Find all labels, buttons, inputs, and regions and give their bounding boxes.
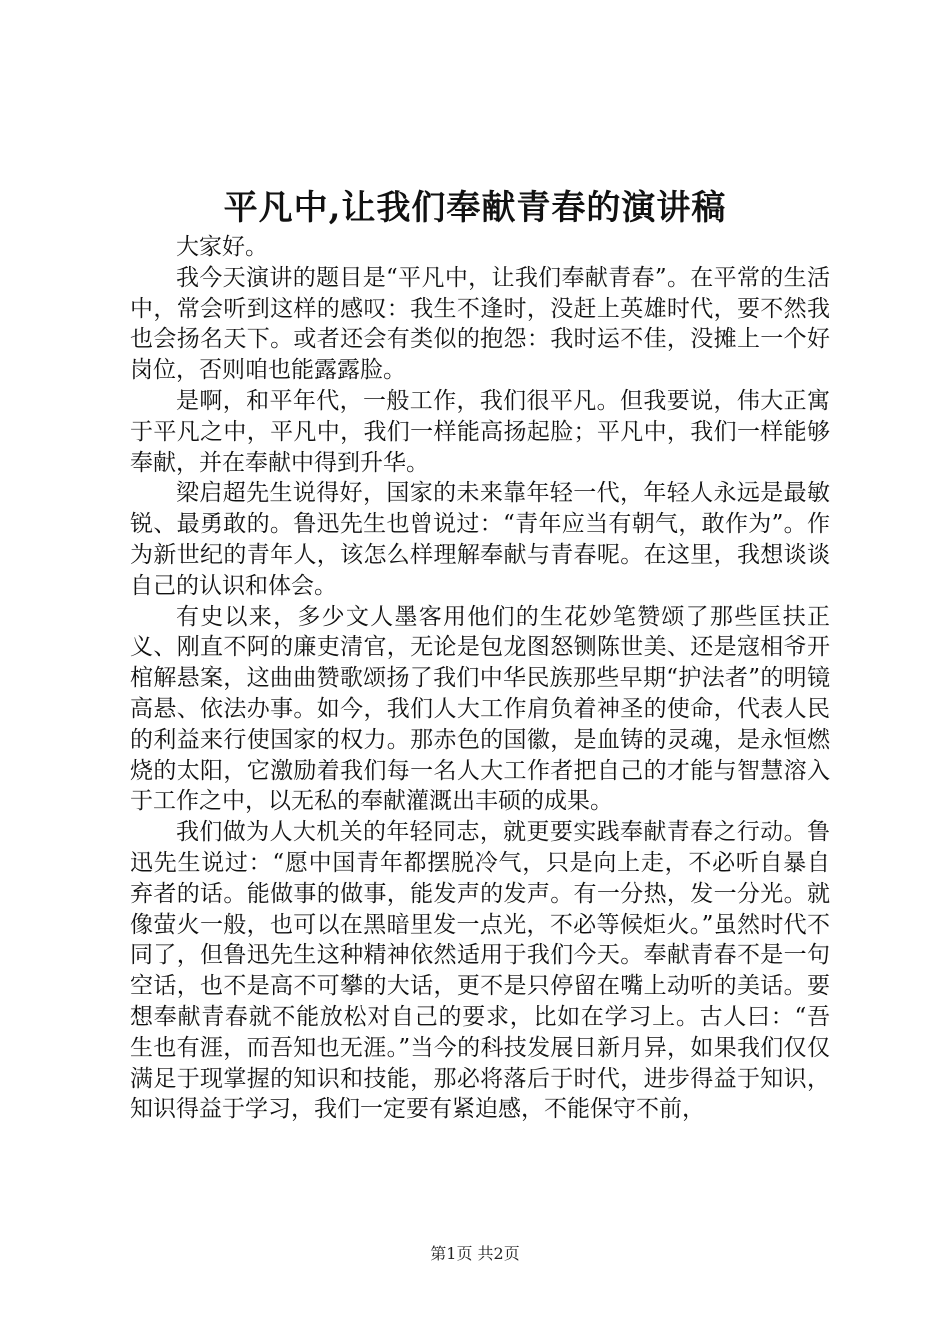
paragraph-ordinary: 是啊，和平年代，一般工作，我们很平凡。但我要说，伟大正寓于平凡之中，平凡中，我们一样能高扬起脸；平凡中，我们一样能够奉献，并在奉献中得到升华。 bbox=[130, 387, 830, 476]
paragraph-greeting: 大家好。 bbox=[176, 234, 268, 260]
document-body bbox=[130, 232, 830, 1125]
paragraph-history: 有史以来，多少文人墨客用他们的生花妙笔赞颂了那些匡扶正义、刚直不阿的廉吏清官，无论是包龙图怒铡陈世美、还是寇相爷开棺解悬案，这曲曲赞歌颂扬了我们中华民族那些早期“护法者”的明镜高悬、依法办事。如今，我们人大工作肩负着神圣的使命，代表人民的利益来行使国家的权力。那赤色的国徽，是血铸的灵魂，是永恒燃烧的太阳，它激励着我们每一名人大工作者把自己的才能与智慧溶入于工作之中，以无私的奉献灌溉出丰硕的成果。 bbox=[130, 603, 830, 815]
page-number-footer: 第1页 共2页 bbox=[430, 1244, 520, 1263]
paragraph-youth: 梁启超先生说得好，国家的未来靠年轻一代，年轻人永远是最敏锐、最勇敢的。鲁迅先生也曾说过：“青年应当有朝气，敢作为”。作为新世纪的青年人，该怎么样理解奉献与青春呢。在这里，我想谈谈自己的认识和体会。 bbox=[130, 480, 830, 599]
paragraph-action: 我们做为人大机关的年轻同志，就更要实践奉献青春之行动。鲁迅先生说过：“愿中国青年都摆脱冷气，只是向上走，不必听自暴自弃者的话。能做事的做事，能发声的发声。有一分热，发一分光。就像萤火一般，也可以在黑暗里发一点光，不必等候炬火。”虽然时代不同了，但鲁迅先生这种精神依然适用于我们今天。奉献青春不是一句空话，也不是高不可攀的大话，更不是只停留在嘴上动听的美话。要想奉献青春就不能放松对自己的要求，比如在学习上。古人曰：“吾生也有涯，而吾知也无涯。”当今的科技发展日新月异，如果我们仅仅满足于现掌握的知识和技能，那必将落后于时代，进步得益于知识，知识得益于学习，我们一定要有紧迫感，不能保守不前， bbox=[130, 819, 830, 1123]
paragraph-topic: 我今天演讲的题目是“平凡中，让我们奉献青春”。在平常的生活中，常会听到这样的感叹：我生不逢时，没赶上英雄时代，要不然我也会扬名天下。或者还会有类似的抱怨：我时运不佳，没摊上一个好岗位，否则咱也能露露脸。 bbox=[130, 264, 830, 384]
document-title: 平凡中,让我们奉献青春的演讲稿 bbox=[223, 188, 727, 228]
